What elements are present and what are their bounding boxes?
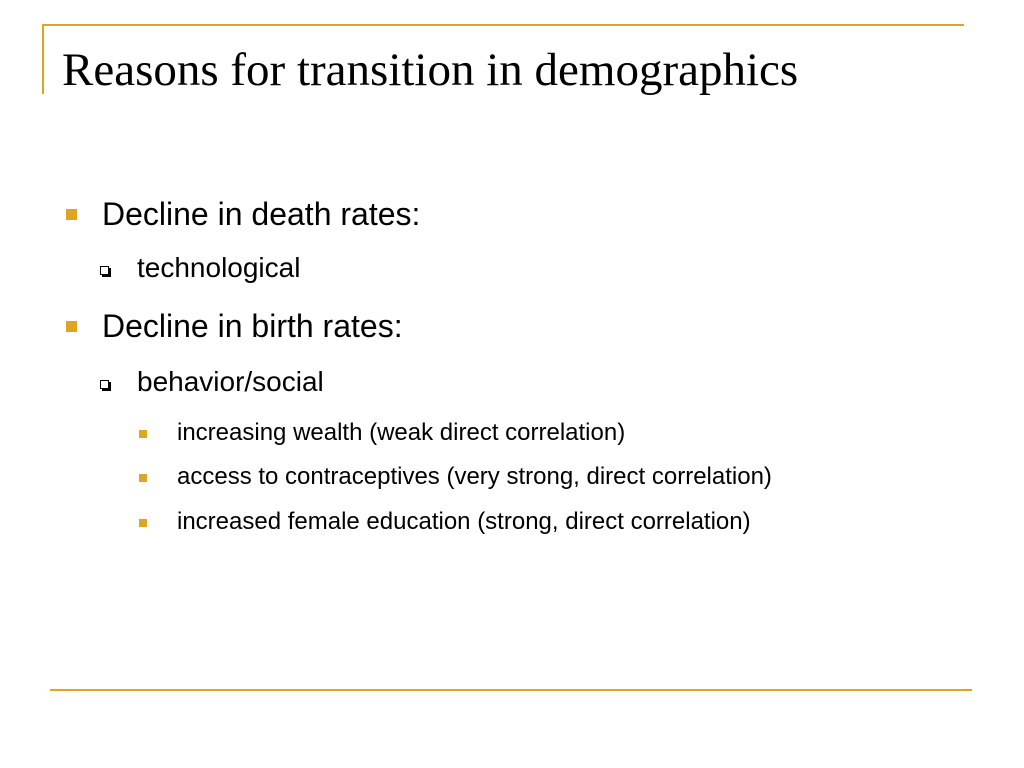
slide-title: Reasons for transition in demographics [62, 44, 799, 96]
detail-bullet-text: access to contraceptives (very strong, direct correlation) [177, 463, 772, 490]
square-bullet-icon [66, 209, 77, 220]
hollow-square-bullet-icon [100, 380, 109, 389]
square-bullet-icon [66, 321, 77, 332]
square-bullet-icon [139, 519, 147, 527]
bullet-text: Decline in birth rates: [102, 308, 403, 344]
bottom-divider [50, 689, 972, 691]
square-bullet-icon [139, 430, 147, 438]
detail-bullet-text: increased female education (strong, direct correlation) [177, 508, 751, 535]
detail-bullet-text: increasing wealth (weak direct correlation) [177, 419, 626, 446]
hollow-square-bullet-icon [100, 266, 109, 275]
title-side-divider [42, 24, 44, 94]
bullet-text: Decline in death rates: [102, 196, 421, 232]
top-divider [42, 24, 964, 26]
sub-bullet-text: technological [137, 252, 301, 283]
sub-bullet-text: behavior/social [137, 366, 324, 397]
square-bullet-icon [139, 474, 147, 482]
